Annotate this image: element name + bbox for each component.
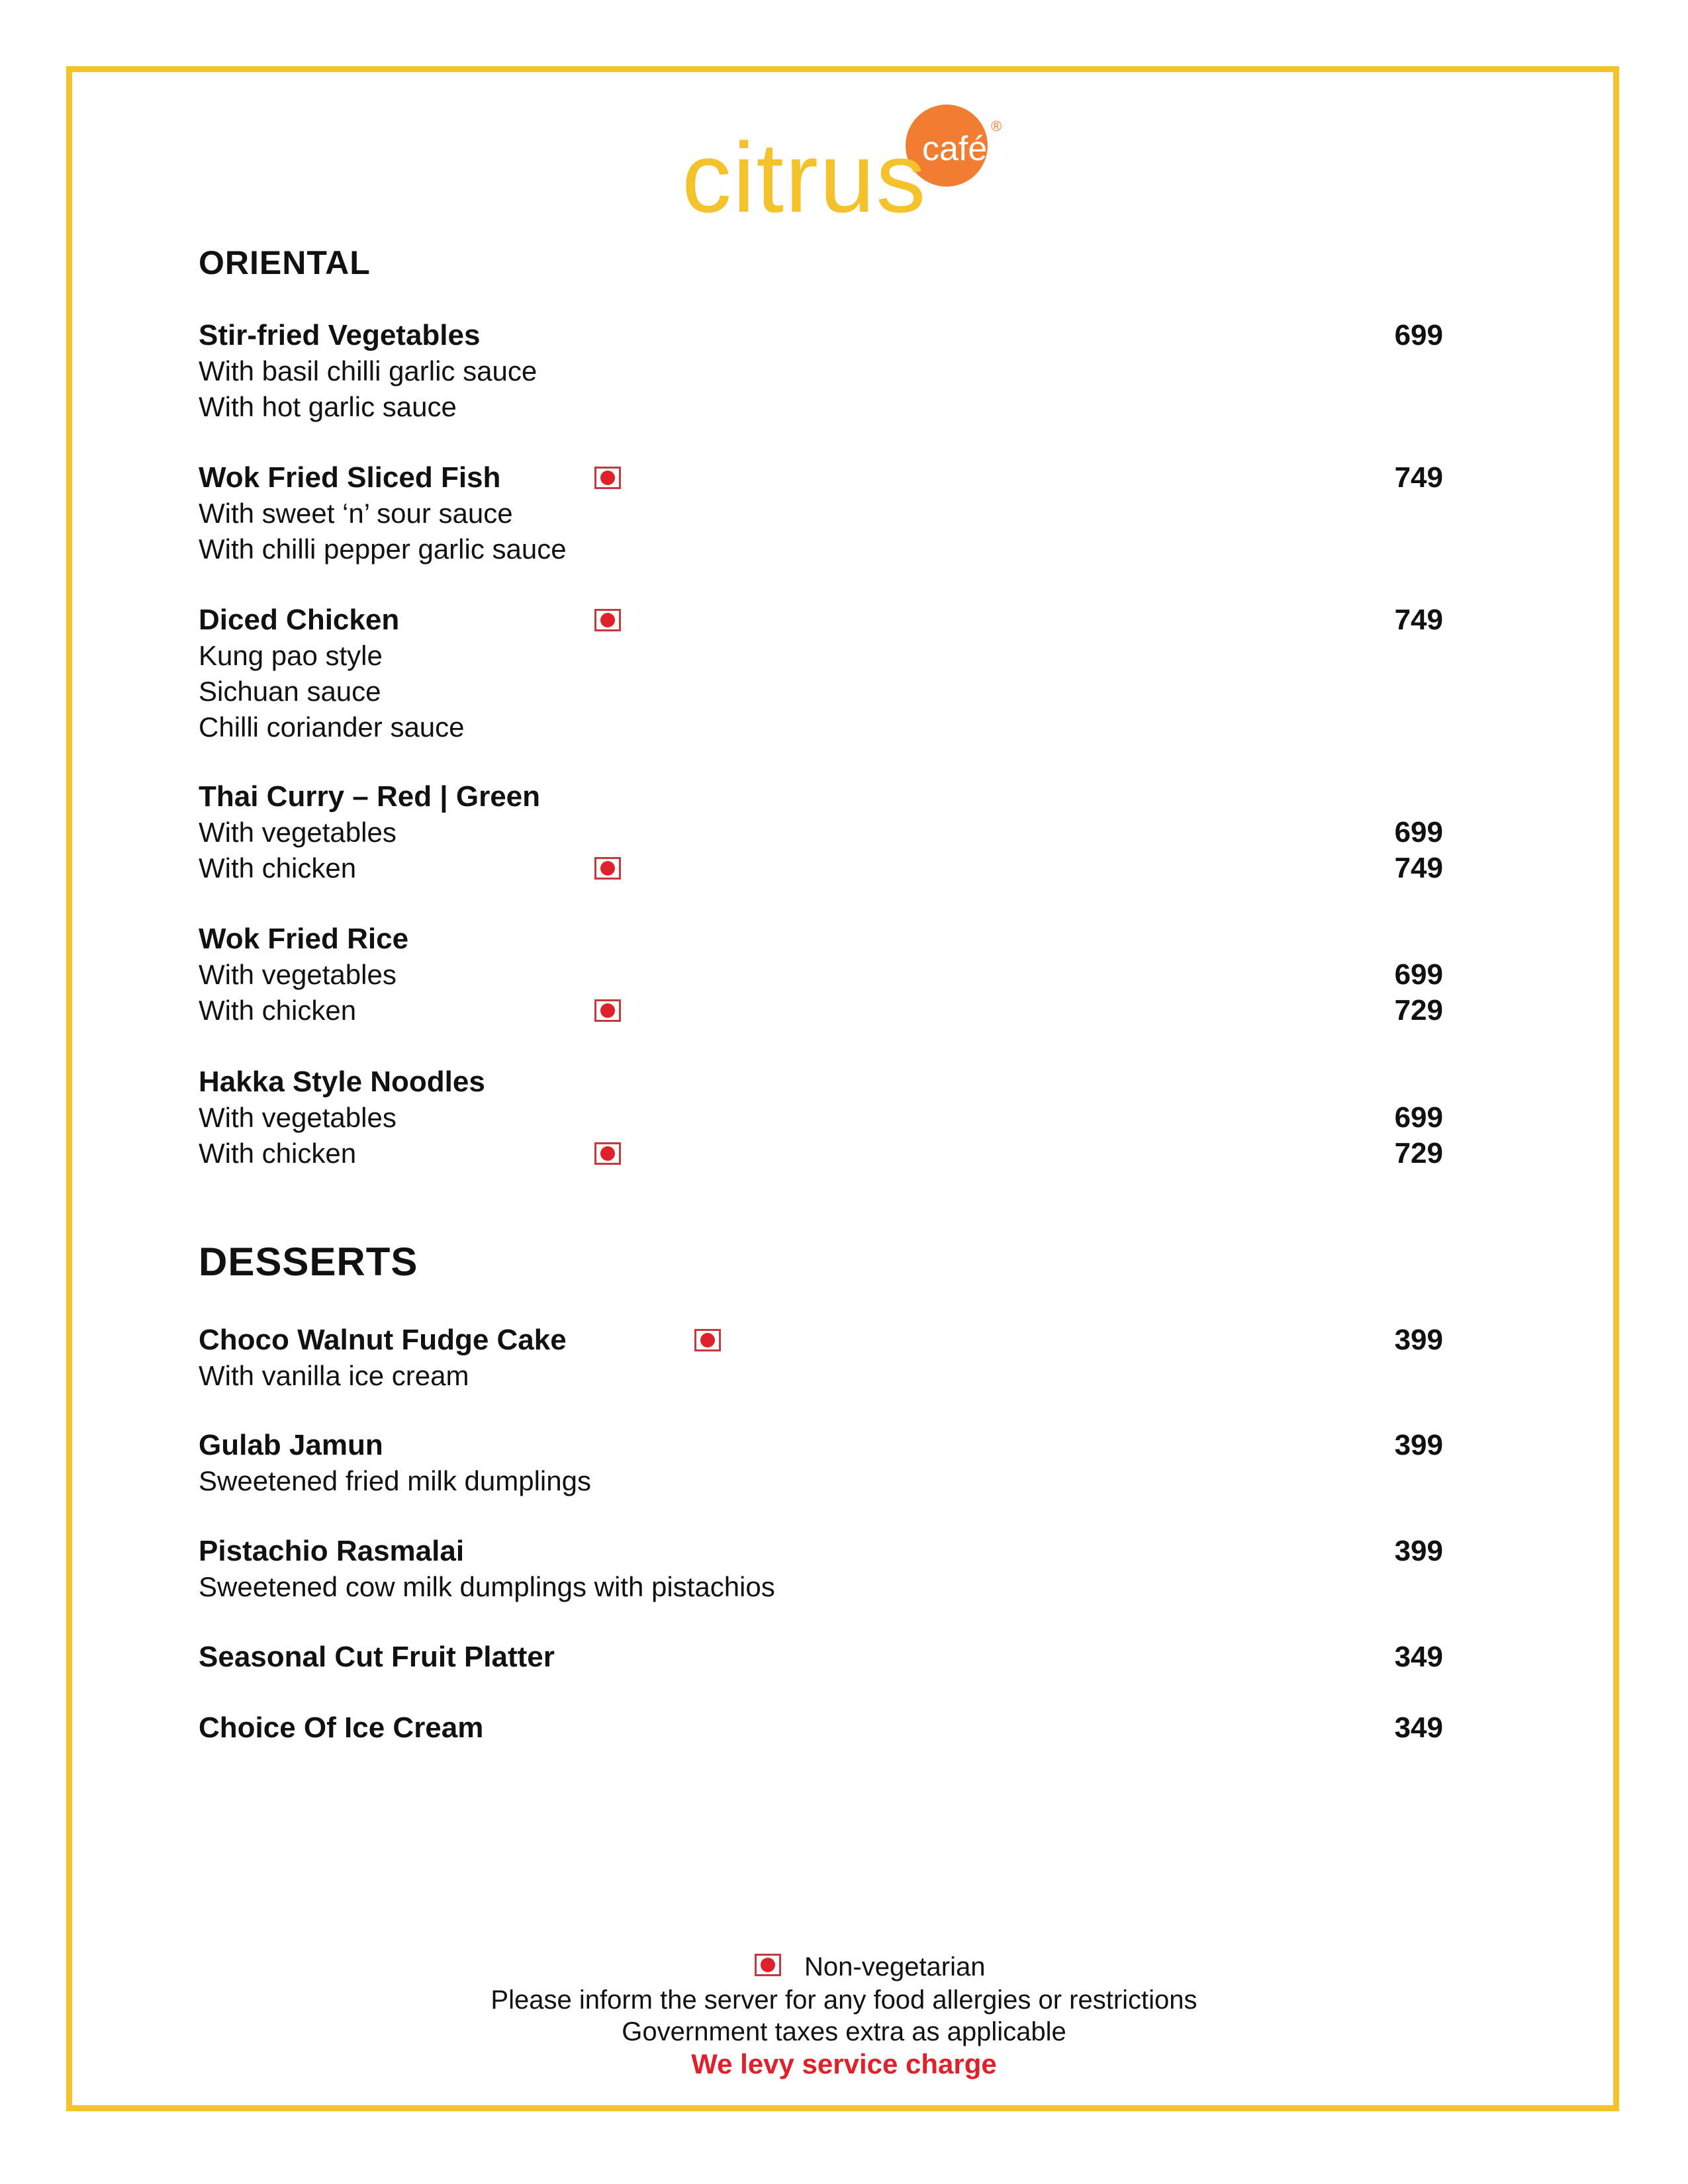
item-name: Choco Walnut Fudge Cake [199,1324,567,1356]
item-name: Choice Of Ice Cream [199,1711,484,1744]
item-description: Chilli coriander sauce [199,711,465,743]
non-veg-icon [755,1954,781,1976]
non-veg-icon [594,999,621,1022]
menu-item [199,1322,1443,1394]
item-price: 699 [1394,1101,1443,1134]
item-description: With hot garlic sauce [199,391,457,422]
item-price: 729 [1394,1137,1443,1169]
item-option: With vegetables [199,817,397,848]
item-description: Sweetened fried milk dumplings [199,1465,591,1496]
item-option: With chicken [199,1138,357,1169]
item-name: Wok Fried Rice [199,923,409,955]
item-description: Sichuan sauce [199,676,381,707]
item-name: Wok Fried Sliced Fish [199,461,501,494]
menu-item [199,1428,1443,1499]
menu-item [199,779,1443,886]
item-description: With chilli pepper garlic sauce [199,533,567,565]
item-price: 349 [1394,1641,1443,1673]
non-veg-icon [694,1329,721,1351]
menu-item [199,1064,1443,1171]
non-veg-icon [594,857,621,880]
item-price: 749 [1394,604,1443,636]
item-price: 749 [1394,852,1443,884]
item-name: Seasonal Cut Fruit Platter [199,1641,555,1673]
item-name: Gulab Jamun [199,1429,383,1461]
item-name: Hakka Style Noodles [199,1066,485,1098]
non-veg-icon [594,1142,621,1165]
svg-text:café: café [922,130,988,168]
citrus-cafe-logo [679,99,1009,218]
service-charge-note: We levy service charge [691,2048,997,2079]
item-description: Kung pao style [199,640,383,671]
item-price: 399 [1394,1429,1443,1461]
item-option: With chicken [199,995,357,1026]
item-price: 699 [1394,958,1443,991]
item-name: Diced Chicken [199,604,400,636]
item-name: Stir-fried Vegetables [199,319,481,351]
tax-note: Government taxes extra as applicable [622,2017,1066,2046]
item-name: Pistachio Rasmalai [199,1535,465,1567]
menu-item [199,1639,1443,1675]
menu-item [199,602,1443,745]
item-option: With vegetables [199,959,397,990]
item-price: 699 [1394,319,1443,351]
legend-label: Non-vegetarian [804,1952,986,1981]
menu-item [199,921,1443,1028]
section-title-desserts: DESSERTS [199,1240,418,1284]
menu-item [199,1533,1443,1605]
menu-item [199,318,1443,425]
menu-item [199,1710,1443,1746]
item-price: 749 [1394,461,1443,494]
item-price: 399 [1394,1324,1443,1356]
svg-text:®: ® [991,118,1002,134]
item-price: 349 [1394,1711,1443,1744]
footer-notes [0,1984,1688,2081]
item-description: With vanilla ice cream [199,1360,469,1391]
item-price: 699 [1394,816,1443,848]
item-description: With basil chilli garlic sauce [199,355,538,387]
section-title-oriental: ORIENTAL [199,244,371,281]
item-option: With chicken [199,852,357,884]
svg-text:citrus: citrus [682,122,927,218]
item-price: 729 [1394,994,1443,1026]
non-veg-icon [594,467,621,489]
menu-item [199,460,1443,567]
non-veg-icon [594,609,621,631]
item-price: 399 [1394,1535,1443,1567]
item-option: With vegetables [199,1102,397,1133]
item-name: Thai Curry – Red | Green [199,780,541,813]
allergy-note: Please inform the server for any food allergies or restrictions [491,1985,1197,2015]
item-description: With sweet ‘n’ sour sauce [199,498,513,529]
item-description: Sweetened cow milk dumplings with pistachios [199,1571,775,1602]
